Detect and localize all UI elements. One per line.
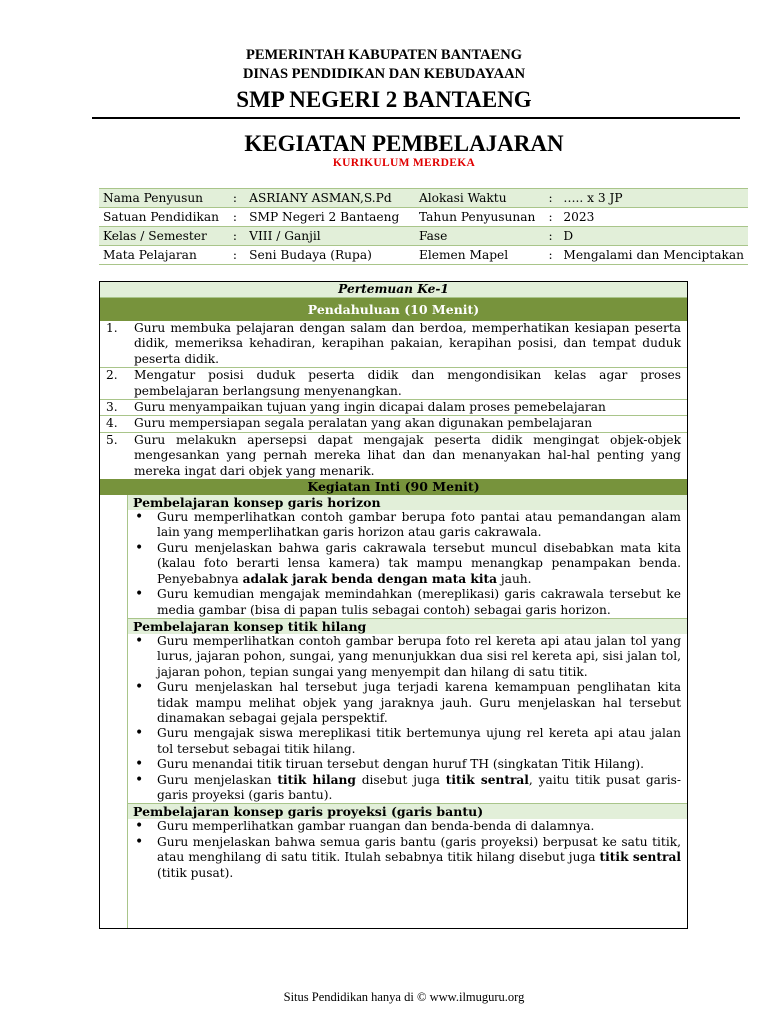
identity-row [99,208,748,227]
bullet-text: Guru memperlihatkan contoh gambar berupa foto pantai atau pemandangan alam lain yang memperlihatkan garis horizon atau garis cakrawala. [157,510,681,540]
bullet-item [128,587,687,618]
intro-item [100,433,687,479]
identity-value: Seni Budaya (Rupa) [245,246,415,265]
identity-value: SMP Negeri 2 Bantaeng [245,208,415,227]
item-text: Guru melakukn apersepsi dapat mengajak peserta didik mengingat objek-objek mengesankan yang pernah mereka lihat dan dan menanyakan hal-hal penting yang mereka ingat dari objek yang menarik. [134,432,681,478]
bullet-bold-text: adalak jarak benda dengan mata kita [242,571,498,586]
item-text: Guru membuka pelajaran dengan salam dan berdoa, memperhatikan kesiapan peserta didik, memeriksa kehadiran, kerapihan pakaian, kerapihan posisi, dan tempat duduk peserta didik. [134,321,681,366]
colon: : [542,208,560,227]
bullet-item [128,634,687,680]
bullet-item [128,835,687,881]
item-text: Guru mempersiapan segala peralatan yang akan digunakan pembelajaran [134,416,593,431]
activity-table [99,281,688,929]
colon: : [225,246,245,265]
identity-row [99,227,748,246]
document-subtitle: KURIKULUM MERDEKA [332,157,476,169]
bullet-text: Guru memperlihatkan gambar ruangan dan benda-benda di dalamnya. [157,819,595,834]
bullet-bold-text: titik sentral [599,850,681,865]
bullet-item [128,541,687,587]
bullet-text: Guru mengajak siswa mereplikasi titik bertemunya ujung rel kereta api atau jalan tol tersebut sebagai titik hilang. [157,726,681,756]
item-text: Guru menyampaikan tujuan yang ingin dicapai dalam proses pemebelajaran [134,400,606,415]
bullet-bold-text: titik hilang [277,772,356,787]
identity-label: Mata Pelajaran [99,246,225,265]
intro-item [100,321,687,368]
bullet-item [128,757,687,772]
colon: : [542,227,560,246]
identity-label: Nama Penyusun [99,189,225,208]
bullet-text: , yaitu titik pusat garis-garis proyeksi (garis bantu). [157,772,681,802]
document-title: KEGIATAN PEMBELAJARAN [244,131,564,156]
bullet-text: Guru memperlihatkan contoh gambar berupa foto rel kereta api atau jalan tol yang lurus, jajaran pohon, sungai, yang menunjukkan dua sisi rel kereta api, sisi jalan tol, jajaran pohon, tepian sungai yang menyempit dan hilang di satu titik. [157,633,681,679]
bullet-text: Guru menjelaskan bahwa garis cakrawala tersebut muncul disebabkan mata kita (kalau foto berarti lensa kamera) tak mampu menangkap penampakan benda. Penyebabnya [157,540,681,586]
identity-value: ASRIANY ASMAN,S.Pd [245,189,415,208]
identity-label: Fase [415,227,542,246]
intro-heading: Pendahuluan (10 Menit) [100,298,687,321]
identity-label: Alokasi Waktu [415,189,542,208]
bullet-text: disebut juga [355,772,446,787]
header-government: PEMERINTAH KABUPATEN BANTAENG [245,47,523,63]
colon: : [225,189,245,208]
item-number: 4. [106,416,118,431]
identity-label: Elemen Mapel [415,246,542,265]
colon: : [225,227,245,246]
identity-table [99,188,748,265]
section-title: Pembelajaran konsep titik hilang [128,619,687,634]
colon: : [542,189,560,208]
bullet-item [128,773,687,804]
intro-item [100,400,687,416]
bullet-text: Guru kemudian mengajak memindahkan (mereplikasi) garis cakrawala tersebut ke media gambar (bisa di papan tulis sebagai contoh) sebagai garis horizon. [157,587,681,617]
section-vanishing-point [128,619,687,804]
identity-row [99,246,748,265]
identity-value: ….. x 3 JP [559,189,748,208]
core-heading: Kegiatan Inti (90 Menit) [100,479,687,495]
item-number: 3. [106,400,118,415]
item-number: 1. [106,321,118,335]
bullet-text: Guru menjelaskan [157,772,278,787]
header-divider [92,117,740,119]
identity-label: Satuan Pendidikan [99,208,225,227]
header-department: DINAS PENDIDIKAN DAN KEBUDAYAAN [242,66,526,82]
bullet-text: Guru menjelaskan bahwa semua garis bantu (garis proyeksi) berpusat ke satu titik, atau menghilang di satu titik. Itulah sebabnya titik hilang disebut juga [157,834,681,865]
section-projection-lines [128,804,687,928]
bullet-item [128,510,687,541]
bullet-item [128,726,687,757]
bullet-item [128,819,687,834]
footer-text: Situs Pendidikan hanya di © www.ilmuguru.org [283,990,525,1004]
core-left-column [100,495,128,928]
bullet-text: (titik pusat). [157,865,234,880]
header-school-name: SMP NEGERI 2 BANTAENG [236,87,532,112]
identity-value: 2023 [559,208,748,227]
bullet-list [128,510,687,618]
bullet-bold-text: titik sentral [445,772,529,787]
section-horizon [128,495,687,619]
item-number: 5. [106,432,118,447]
intro-item [100,368,687,400]
bullet-item [128,680,687,726]
item-number: 2. [106,368,118,383]
meeting-label: Pertemuan Ke-1 [100,282,687,298]
section-title: Pembelajaran konsep garis proyeksi (garis bantu) [128,804,687,819]
identity-value: D [559,227,748,246]
bullet-list [128,819,687,881]
bullet-text: jauh. [497,571,532,586]
intro-item [100,416,687,432]
colon: : [542,246,560,265]
core-body [100,495,687,928]
core-content [128,495,687,928]
bullet-text: Guru menjelaskan hal tersebut juga terjadi karena kemampuan penglihatan kita tidak mampu melihat objek yang jaraknya jauh. Guru menjelaskan hal tersebut dinamakan sebagai gejala perspektif. [157,680,681,725]
item-text: Mengatur posisi duduk peserta didik dan mengondisikan kelas agar proses pembelajaran berlangsung menyenangkan. [134,368,681,398]
identity-value: Mengalami dan Menciptakan [559,246,748,265]
identity-label: Kelas / Semester [99,227,225,246]
identity-value: VIII / Ganjil [245,227,415,246]
section-title: Pembelajaran konsep garis horizon [128,495,687,510]
identity-row [99,189,748,208]
colon: : [225,208,245,227]
bullet-list [128,634,687,803]
bullet-text: Guru menandai titik tiruan tersebut dengan huruf TH (singkatan Titik Hilang). [157,757,645,772]
identity-label: Tahun Penyusunan [415,208,542,227]
